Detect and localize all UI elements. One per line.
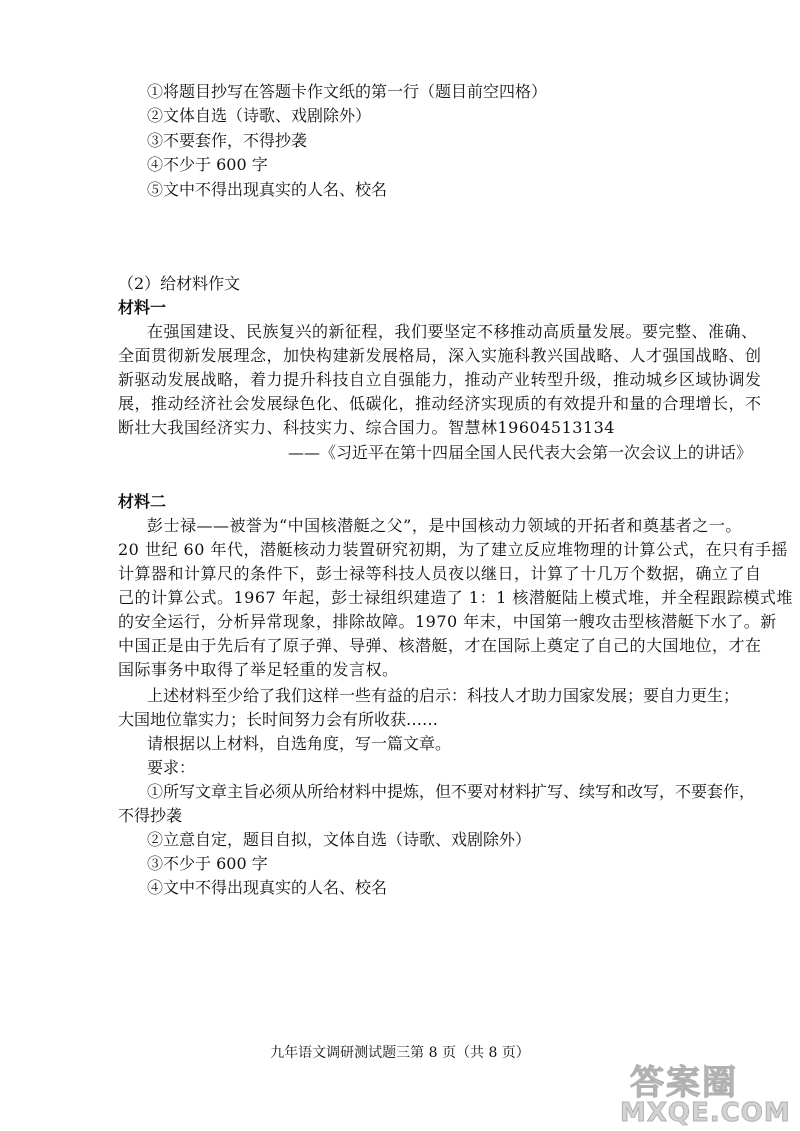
- requirement-item: ③不少于 600 字: [147, 854, 268, 873]
- section-heading: （2）给材料作文: [118, 274, 241, 293]
- material-one-line: 新驱动发展战略，着力提升科技自立自强能力，推动产业转型升级，推动城乡区域协调发: [118, 370, 762, 389]
- requirement-item: ②文体自选（诗歌、戏剧除外）: [147, 106, 372, 125]
- requirement-item: ④文中不得出现真实的人名、校名: [147, 878, 388, 897]
- requirement-item: ①所写文章主旨必须从所给材料中提炼，但不要对材料扩写、续写和改写，不要套作，: [147, 782, 756, 801]
- material-one-attribution: ——《习近平在第十四届全国人民代表大会第一次会议上的讲话》: [287, 443, 752, 462]
- material-one-line: 断壮大我国经济实力、科技实力、综合国力。智慧林19604513134: [118, 418, 615, 437]
- watermark-logo: [620, 1063, 795, 1128]
- material-two-line: 20 世纪 60 年代，潜艇核动力装置研究初期，为了建立反应堆物理的计算公式，在只有手摇: [118, 540, 788, 559]
- requirements-label: 要求：: [147, 758, 196, 777]
- writing-instruction: 请根据以上材料，自选角度，写一篇文章。: [147, 734, 452, 753]
- material-one-line: 在强国建设、民族复兴的新征程，我们要坚定不移推动高质量发展。要完整、准确、: [147, 322, 758, 341]
- requirement-item: ④不少于 600 字: [147, 155, 268, 174]
- watermark-url-text: MXQE.COM: [620, 1098, 791, 1128]
- watermark-logo-text: 答案圈: [630, 1063, 738, 1103]
- material-two-line: 计算器和计算尺的条件下，彭士禄等科技人员夜以继日，计算了十几万个数据，确立了自: [118, 564, 762, 583]
- material-one-title: 材料一: [118, 298, 167, 317]
- requirement-item: ②立意自定，题目自拟，文体自选（诗歌、戏剧除外）: [147, 830, 532, 849]
- material-two-line: 己的计算公式。1967 年起，彭士禄组织建造了 1：1 核潜艇陆上模式堆，并全程跟踪模式堆: [118, 588, 793, 607]
- requirement-item: ①将题目抄写在答题卡作文纸的第一行（题目前空四格）: [147, 82, 548, 101]
- requirement-item: ③不要套作，不得抄袭: [147, 131, 308, 150]
- enlightenment-line: 大国地位靠实力；长时间努力会有所收获……: [118, 710, 439, 729]
- material-two-line: 国际事务中取得了举足轻重的发言权。: [118, 660, 399, 679]
- requirement-item-continuation: 不得抄袭: [118, 806, 183, 825]
- material-two-line: 彭士禄——被誉为“中国核潜艇之父”，是中国核动力领域的开拓者和奠基者之一。: [147, 516, 742, 535]
- material-one-line: 展，推动经济社会发展绿色化、低碳化，推动经济实现质的有效提升和量的合理增长，不: [118, 394, 762, 413]
- requirement-item: ⑤文中不得出现真实的人名、校名: [147, 180, 388, 199]
- material-two-title: 材料二: [118, 492, 167, 511]
- material-two-line: 中国正是由于先后有了原子弹、导弹、核潜艇，才在国际上奠定了自己的大国地位，才在: [118, 636, 762, 655]
- material-two-line: 的安全运行，分析异常现象，排除故障。1970 年末，中国第一艘攻击型核潜艇下水了。新: [118, 612, 777, 631]
- page-footer: 九年语文调研测试题三第 8 页（共 8 页）: [270, 1045, 530, 1061]
- enlightenment-line: 上述材料至少给了我们这样一些有益的启示：科技人才助力国家发展；要自力更生；: [147, 686, 740, 705]
- material-one-line: 全面贯彻新发展理念，加快构建新发展格局，深入实施科教兴国战略、人才强国战略、创: [118, 346, 762, 365]
